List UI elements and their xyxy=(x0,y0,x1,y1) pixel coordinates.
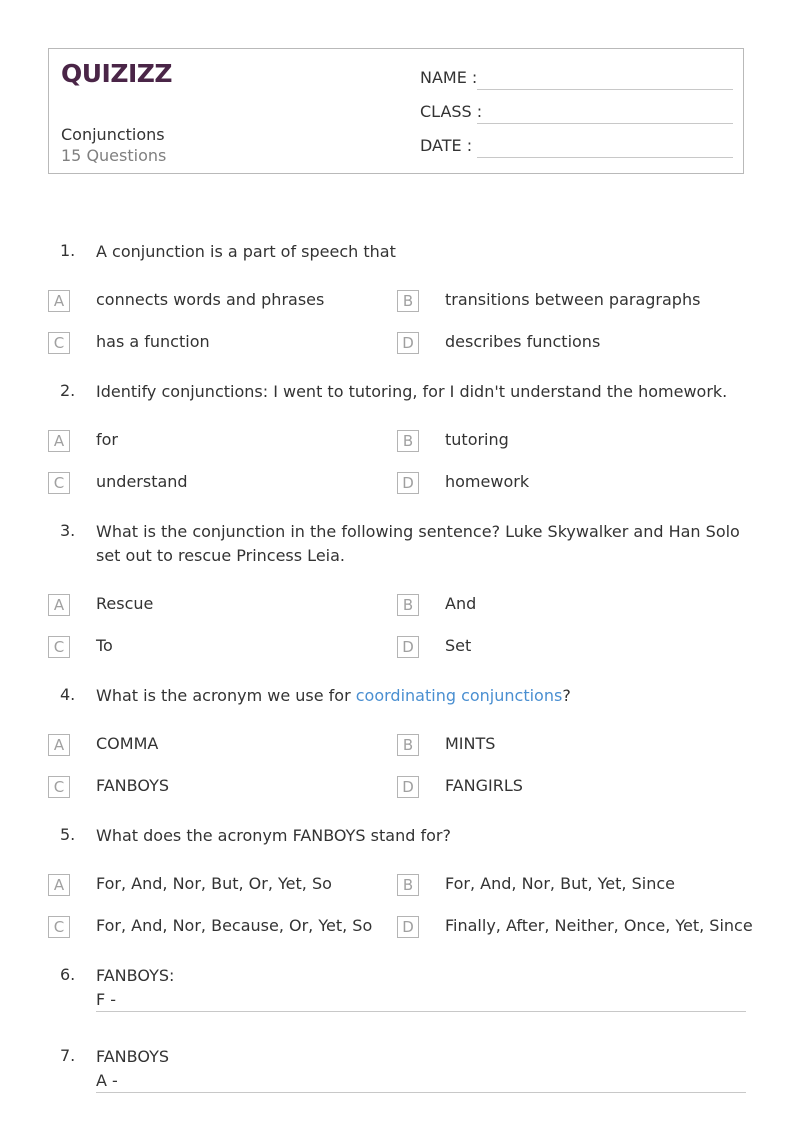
option-d[interactable]: FANGIRLS xyxy=(445,776,523,795)
option-letter: D xyxy=(397,636,419,658)
option-b[interactable]: MINTS xyxy=(445,734,496,753)
option-d[interactable]: Set xyxy=(445,636,472,655)
option-letter: D xyxy=(397,916,419,938)
option-letter: C xyxy=(48,776,70,798)
question-number: 6. xyxy=(60,965,76,984)
option-c[interactable]: For, And, Nor, Because, Or, Yet, So xyxy=(96,916,373,935)
question-number: 5. xyxy=(60,825,76,844)
question-text-end: ? xyxy=(562,686,571,705)
question-number: 1. xyxy=(60,241,76,260)
question-number: 7. xyxy=(60,1046,76,1065)
option-a[interactable]: for xyxy=(96,430,118,449)
worksheet-header xyxy=(48,48,744,174)
answer-line[interactable] xyxy=(96,1011,746,1012)
option-letter: A xyxy=(48,430,70,452)
date-label: DATE : xyxy=(420,136,473,155)
class-field[interactable] xyxy=(477,123,733,124)
option-letter: C xyxy=(48,472,70,494)
date-field[interactable] xyxy=(477,157,733,158)
question-text xyxy=(96,684,746,708)
question-text-line-2: A - xyxy=(96,1071,118,1090)
option-b[interactable]: For, And, Nor, But, Yet, Since xyxy=(445,874,675,893)
option-letter: C xyxy=(48,916,70,938)
name-label: NAME : xyxy=(420,68,478,87)
option-letter: B xyxy=(397,874,419,896)
quizizz-logo: QUIZIZZ xyxy=(61,59,173,88)
option-letter: A xyxy=(48,594,70,616)
option-a[interactable]: COMMA xyxy=(96,734,159,753)
option-letter: C xyxy=(48,636,70,658)
option-c[interactable]: has a function xyxy=(96,332,210,351)
option-c[interactable]: FANBOYS xyxy=(96,776,169,795)
option-letter: D xyxy=(397,776,419,798)
question-text: Identify conjunctions: I went to tutoring, for I didn't understand the homework. xyxy=(96,382,728,401)
option-letter: D xyxy=(397,472,419,494)
option-c[interactable]: understand xyxy=(96,472,188,491)
option-d[interactable]: Finally, After, Neither, Once, Yet, Since xyxy=(445,916,753,935)
question-text: What does the acronym FANBOYS stand for? xyxy=(96,826,451,845)
option-b[interactable]: transitions between paragraphs xyxy=(445,290,701,309)
option-letter: B xyxy=(397,430,419,452)
option-d[interactable]: describes functions xyxy=(445,332,601,351)
question-number: 4. xyxy=(60,685,76,704)
option-letter: A xyxy=(48,290,70,312)
option-a[interactable]: For, And, Nor, But, Or, Yet, So xyxy=(96,874,332,893)
question-text: A conjunction is a part of speech that xyxy=(96,242,396,261)
question-text: What is the conjunction in the following sentence? Luke Skywalker and Han Solo set out to rescue Princess Leia. xyxy=(96,522,740,565)
coordinating-conjunctions-link[interactable]: coordinating conjunctions xyxy=(355,686,563,705)
question-text-line-2: F - xyxy=(96,990,117,1009)
worksheet-title: Conjunctions xyxy=(61,125,165,144)
answer-line[interactable] xyxy=(96,1092,746,1093)
question-count: 15 Questions xyxy=(61,146,167,165)
option-letter: C xyxy=(48,332,70,354)
class-label: CLASS : xyxy=(420,102,483,121)
name-field[interactable] xyxy=(477,89,733,90)
option-letter: B xyxy=(397,734,419,756)
option-b[interactable]: tutoring xyxy=(445,430,509,449)
question-number: 2. xyxy=(60,381,76,400)
option-letter: A xyxy=(48,874,70,896)
option-d[interactable]: homework xyxy=(445,472,530,491)
option-a[interactable]: Rescue xyxy=(96,594,154,613)
question-text-line-1: FANBOYS xyxy=(96,1047,169,1066)
question-number: 3. xyxy=(60,521,76,540)
option-letter: B xyxy=(397,290,419,312)
question-text-line-1: FANBOYS: xyxy=(96,966,175,985)
option-letter: D xyxy=(397,332,419,354)
option-letter: B xyxy=(397,594,419,616)
option-a[interactable]: connects words and phrases xyxy=(96,290,325,309)
option-letter: A xyxy=(48,734,70,756)
option-b[interactable]: And xyxy=(445,594,477,613)
question-text-start: What is the acronym we use for xyxy=(96,686,356,705)
option-c[interactable]: To xyxy=(96,636,113,655)
